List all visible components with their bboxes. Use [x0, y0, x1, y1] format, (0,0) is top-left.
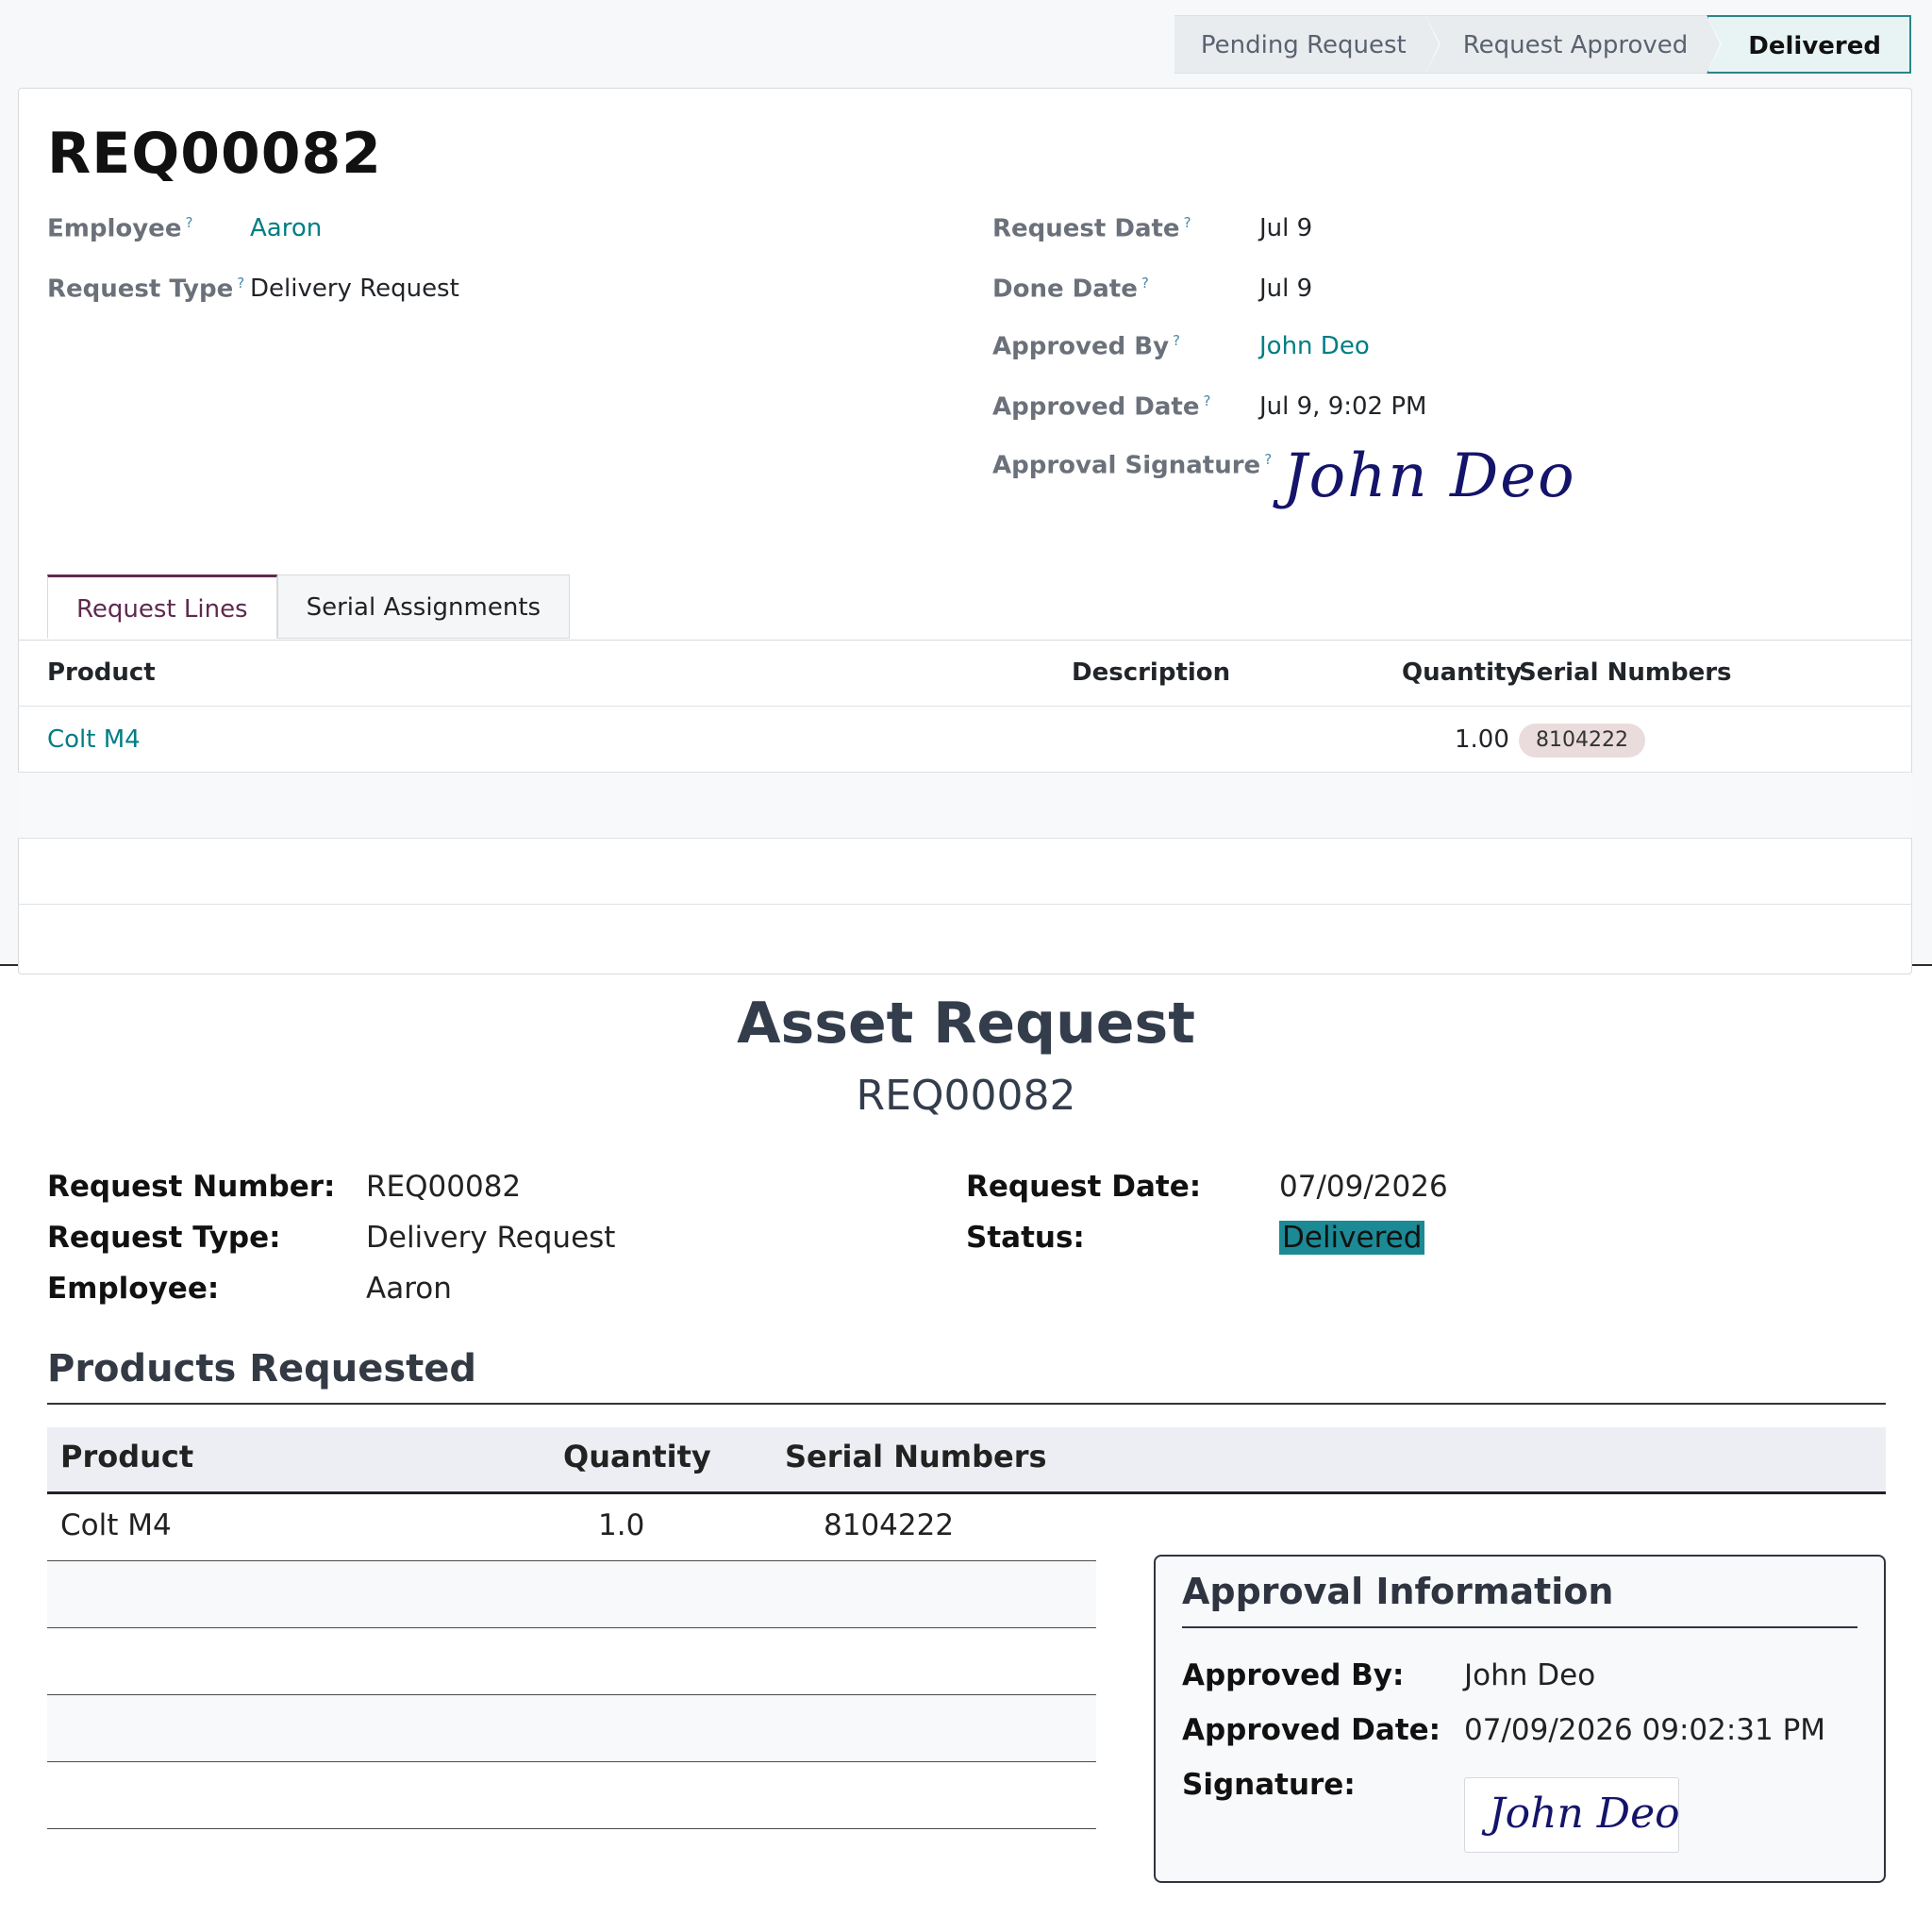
column-header-description[interactable]: Description [1072, 658, 1231, 687]
signature-image: John Deo [1489, 1790, 1680, 1838]
approved-by-label: Approved By ? [992, 332, 1181, 361]
approved-by-value: John Deo [1464, 1658, 1596, 1692]
request-date-value: 07/09/2026 [1279, 1170, 1448, 1204]
products-section-title: Products Requested [47, 1347, 477, 1391]
status-bar [1174, 15, 1911, 74]
approved-by-label: Approved By: [1182, 1658, 1405, 1692]
help-icon[interactable]: ? [1264, 451, 1273, 468]
request-type-value: Delivery Request [366, 1221, 616, 1255]
stage-request-approved[interactable] [1425, 15, 1707, 74]
line-product[interactable]: Colt M4 [47, 725, 141, 754]
approval-signature-label: Approval Signature ? [992, 451, 1273, 480]
approved-date-label: Approved Date: [1182, 1713, 1441, 1747]
column-header-product[interactable]: Product [47, 658, 156, 687]
empty-row [18, 773, 1912, 838]
help-icon[interactable]: ? [1183, 214, 1191, 231]
approved-date-value: 07/09/2026 09:02:31 PM [1464, 1713, 1826, 1747]
report-quantity: 1.0 [598, 1508, 645, 1542]
help-icon[interactable]: ? [237, 275, 245, 291]
column-header-serial-numbers[interactable]: Serial Numbers [1519, 658, 1732, 687]
approved-by-field[interactable]: John Deo [1259, 332, 1370, 360]
help-icon[interactable]: ? [1141, 275, 1149, 291]
employee-label: Employee: [47, 1272, 220, 1306]
record-name: REQ00082 [47, 121, 382, 187]
section-divider [47, 1403, 1886, 1405]
employee-label: Employee ? [47, 214, 193, 243]
column-header-quantity[interactable]: Quantity [1402, 658, 1523, 687]
status-label: Status: [966, 1221, 1085, 1255]
approved-date-field[interactable]: Jul 9, 9:02 PM [1259, 392, 1427, 421]
request-date-label: Request Date: [966, 1170, 1202, 1204]
line-quantity[interactable]: 1.00 [1455, 725, 1509, 754]
stage-label: Pending Request [1200, 31, 1407, 59]
status-badge: Delivered [1279, 1221, 1424, 1255]
stage-label: Request Approved [1462, 31, 1689, 59]
help-icon[interactable]: ? [1173, 332, 1181, 349]
empty-row [47, 1762, 1096, 1829]
report-header-quantity: Quantity [563, 1439, 711, 1474]
report-header-serial-numbers: Serial Numbers [785, 1439, 1047, 1474]
done-date-label: Done Date ? [992, 275, 1149, 304]
status-value [1279, 1221, 1424, 1255]
stage-pending-request[interactable] [1174, 15, 1425, 74]
request-date-label: Request Date ? [992, 214, 1191, 243]
request-date-field[interactable]: Jul 9 [1259, 214, 1313, 242]
help-icon[interactable]: ? [1203, 392, 1211, 409]
header-divider [18, 706, 1912, 707]
approved-date-label: Approved Date ? [992, 392, 1211, 422]
empty-row [47, 1695, 1096, 1762]
request-number-value: REQ00082 [366, 1170, 522, 1204]
employee-field[interactable]: Aaron [250, 214, 323, 242]
empty-row [47, 1561, 1096, 1628]
serial-number-tag[interactable]: 8104222 [1519, 724, 1645, 758]
employee-value: Aaron [366, 1272, 452, 1306]
tab-request-lines[interactable]: Request Lines [47, 575, 277, 639]
notebook-tabs [47, 575, 570, 641]
request-type-label: Request Type: [47, 1221, 281, 1255]
report-product: Colt M4 [60, 1508, 172, 1542]
tab-divider [18, 640, 1912, 641]
stage-label: Delivered [1748, 32, 1881, 60]
approval-signature-image[interactable]: John Deo [1283, 441, 1576, 511]
report-subtitle: REQ00082 [856, 1072, 1076, 1120]
help-icon[interactable]: ? [185, 214, 193, 231]
report-title: Asset Request [737, 991, 1195, 1057]
report-header-product: Product [60, 1439, 194, 1474]
done-date-field[interactable]: Jul 9 [1259, 275, 1313, 303]
request-type-field[interactable]: Delivery Request [250, 275, 459, 303]
tab-serial-assignments[interactable]: Serial Assignments [277, 575, 570, 639]
row-divider [18, 904, 1912, 905]
row-divider [18, 838, 1912, 839]
signature-label: Signature: [1182, 1768, 1356, 1802]
stage-delivered[interactable] [1707, 15, 1911, 74]
approval-info-title: Approval Information [1182, 1571, 1614, 1612]
empty-row [47, 1628, 1096, 1695]
approval-divider [1182, 1626, 1857, 1628]
request-number-label: Request Number: [47, 1170, 336, 1204]
report-serial: 8104222 [824, 1508, 955, 1542]
request-type-label: Request Type ? [47, 275, 245, 304]
